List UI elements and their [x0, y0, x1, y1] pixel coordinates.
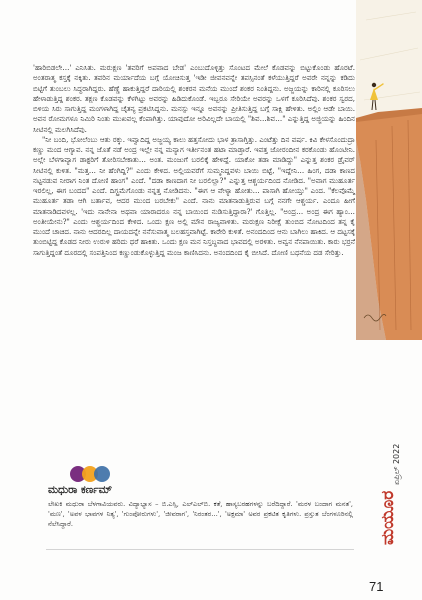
story-paragraph: 'ಹಾರಿಬಿಡಲೇ…' ಎನಿಸಿತು. ಮರುಕ್ಷಣ 'ತವರಿಗೆ ಅಪವಾದ ಬೇಡ' ಎಂಬುದೊಳ್ಳಿತ್ತು ಸೊಂಟದ ಮೇಲೆ ಕೊಡವನ್ನು ಬಿಟ್ಟುಕೊಂಡು ಹೊರಟೆ. ಅಂತರಾತ್ಮ ಕಸ್ತಕ್ಕೆ ನಕ್ಕಿತು. ತವರಿನ ಮರ್ಯಾದೆಯ ಬಗ್ಗೆ ಯೋಚಿಸುತ್ತ 'ಇಡೀ ಜೀವನವನ್ನೇ ತಪಸ್ಸಿನಂತೆ ಕಳೆಯುತ್ತಿದ್ದರೆ ಅವರೇ ನನ್ನನ್ನು ಕಡಿದು ಬಿಟ್ಟಿಗೆ ತುಂಬಲು ಸಿದ್ಧರಾಗಿದ್ದರು. ಹೆಣ್ಣೆ ಹಾಕುತ್ತಿದ್ದರೆ ದಾರಿಯಲ್ಲಿ ಶಂಕರನ ಮನೆಯ ಮುಂದೆ ಶಂಕರ ನಿಂತಿದ್ದನು. ಅಜ್ಜಯನ್ನು ಕಾರಿನಲ್ಲಿ ಕೂರಿಸಲು ಹೇಳಾಡುತ್ತಿದ್ದ ಶಂಕರ. ತಕ್ಷಣ ಕೊಡವನ್ನು ಕೆಳಗಿಟ್ಟು ಅವರನ್ನು ಹಿಡಿದುಕೊಂಡೆ. ಇಬ್ಬರೂ ಸೇರಿಯೇ ಅವರನ್ನು ಒಳಗೆ ಕೂರಿಸಿದೆವು. ಶಂಕರ ಸ್ವರದ, ಬಿಳಿಯ ಸಿರು ಸಾಗುತ್ತಿದ್ದ ಮಂಗಳಾಗಿದ್ದ ಚೈತನ್ಯ ಪ್ರಕಟಿಸಿದ್ದನು. ಮನಸ್ಸು ಇನ್ನೂ ಅವನನ್ನು ಪ್ರೀತಿಸುತ್ತಿದ್ದ ಬಗ್ಗೆ ಸಾಕ್ಷಿ ಹೇಳಿತು. ಅಲ್ಲಿಂ ಆಡೇ ಬಾಯಿ. ಅವನ ರೋಮಗಳೂ ನಿಮಿರಿ ನಿಂತು ಮುಖವಲ್ಲ ಕೆಂಪಾಗಿತ್ತು. ಯಾವುದೋ ಅರಿವಿಲ್ಲದೇ ಬಾಯಲ್ಲಿ "ಶಿವ…ಶಿವ…" ಎನ್ನುತ್ತಿದ್ದ ಅಜ್ಜಿಯನ್ನು ಹಿಂದಿನ ಸೀಟಿನಲ್ಲಿ ಮಲಗಿಸಿದೆವು.	[33, 63, 355, 134]
story-paragraph: "ನೀ ಬಂದಿ, ಭೋಲೆಂಬು ಆತು ರಕ್ಕು. ಇವ್ವಾದಿದ್ದ ಅಜ್ಜಯ್ಯ ಕಾಲು ಹತ್ತಸೋದು ಭಾಳ ತ್ರಾಸಾಗ್ತಿತ್ತು. ಎಂಟೆತ್ತು ದಿನ ವರ್ಷ. ಕಿವಿ ಕೇಳಸೊಂದುದ್ರಾ ಕಣ್ಣು ಮಂದ ಆಗ್ಯಾವ. ನನ್ನ ಜೊತೆ ನಡೆ ಅಂದ್ರ ಇಲ್ಲೇ ನನ್ನ ಮನ್ಯಾಗ ಇರ್ತೀನಂತ ಹಟಾ ಮಾಡ್ತಾರೆ. ಇವತ್ತ ಜೋರಂದೀನ ಕರಕೊಂಡು ಹೊಂಟೀನಿ. ಅಲ್ಲೇ ಬೆಳಗಾವ್ಯಾಗ ಡಾಕ್ಟರಿಗೆ ತೋರಿಸಬೇಕಾತು… ಅಂತ. ಮಂಜುಗೆ ಬರಲಿಕ್ಕೆ ಹೇಳಿದ್ದೆ. ಯಾಕೋ ತಡಾ ಮಾಡಿದ್ದು" ಎನ್ನುತ್ತ ಶಂಕರ ಡ್ರೈವರ್ ಸೀಟಿನಲ್ಲಿ ಕುಳಿತ. "ಮತ್ತ… ನೀ ಹೆಂಗಿದ್ದಿ?" ಎಂದು ಕೇಳಿದ. ಅಲ್ಲಿಯವರೆಗೆ ಸುಮ್ಮನಿದ್ದವಳು ಬಾಯಿ ಬಿಟ್ಟೆ, "ಇದ್ದೇನಿ… ಹಿಂಗ, ದಡಾ ಕಾಣದ ನಟ್ಟನಡುವ ನೀರಾಗ ನಿಂತ ದೋಣಿ ಹಾಂಗ" ಎಂದೆ. "ದಡಾ ಕಾಣದಾಗ ನೀ ಬರಲಿಲ್ಲಾ?" ಎನ್ನುತ್ತ ಆಶ್ಚರ್ಯದಿಂದ ನೋಡಿದ. "ಅವಾಗ ಮುಹೂರ್ತ ಇರಲಿಲ್ಲ, ಈಗ ಬಂದದ" ಎಂದೆ. ದಿಗ್ಭ್ರಮೆಗೊಂಡು ನನ್ನತ್ತ ನೋಡಿದನು. "ಈಗ ಆ ವೇಳ್ಯಾ ಹೋತು… ಪಾಸಾಗಿ ಹೋಯ್ತು" ಎಂದ. "ಕೆಲವೊಮ್ಮೆ ಮುಹೂರ್ತ ತಡಾ ಆಗಿ ಬರ್ತಾವ, ಆದರ ಮುಂದ ಬರಬೇಕು" ಎಂದೆ. ನಾನು ಮಾತನಾಡುತ್ತಿರುವ ಬಗ್ಗೆ ನನಗೇ ಆಶ್ಚರ್ಯ. ಎಂದೂ ಹೀಗೆ ಮಾತನಾಡಿದವಳಲ್ಲ. 'ಇದು ನಾನೇನಾ ಅಥವಾ ಯಾರಾದರೂ ನನ್ನ ಬಾಯಿಂದ ನುಡಿಸುತ್ತಿದ್ದಾರಾ?' ಗೊತ್ತಿಲ್ಲ. "ಅಂದ್ರ… ಅಂದ್ರ ಈಗ ಹ್ಯಾಂ… ಅಂತೀಯೇನು?" ಎಂದು ಆಶ್ಚರ್ಯದಿಂದ ಕೇಳಿದ. ಒಂದು ಕ್ಷಣ ಅಲ್ಲಿ ಮೌನ ರಾಜ್ಯವಾಳಿತು. ಮರುಕ್ಷಣ ನಿರೀಕ್ಷೆ ತುಂಬಿದ ನೋಟದಿಂದ ತನ್ನ ಕೈ ಮುಂದೆ ಚಾಚಿದ. ನಾನು ಆದರದಿಲ್ಲ ದಾಯದನ್ನೇ ನನೆಸುವಾತ್ಮ ಬಲಹಸ್ತವಾಗಿಟ್ಟೆ. ಕಾರೇರಿ ಕುಳಿತೆ. ಅನಂದದಿಂದ ಆನು ಬಾಗಿಲು ಹಾಕಿದ. ಆ ದಟ್ಟಸಕ್ಕೆ ತುಂಬಿಟ್ಟಿದ್ದ ಕೊಡದ ನೀರು ಉರುಳಿ ಹರಿದು ಧರೆ ಹಾಕಿತು. ಒಂದು ಕ್ಷಣ ಮನ ನಿಸ್ತಬ್ಧವಾದ ಭಾವದಲ್ಲಿ ಅರಳಿತು. ಅವ್ವನ ನೆನಪಾಯಿತು. ಕಾರು ಭರ್ರನೆ ಸಾಗುತ್ತಿದ್ದಂತೆ ದೂರದಲ್ಲಿ ಸಂಪತ್ತಿನಿಂದ ಕಣ್ಣುಂಡುಕೊಳ್ಳುತ್ತಿದ್ದ ಮಂಜ ಕಾಣಿಸಿದನು. ಅನಂದದಿಂದ ಕೈ ಬೀಸಿದೆ. ದೋಣಿ ಬಧನೆಯ ದಡ ಸೇರಿತ್ತು.	[33, 134, 355, 257]
blue-dot	[94, 466, 110, 482]
author-divider	[46, 549, 354, 550]
story-body	[33, 63, 355, 258]
author-name: ಮಧುರಾ ಕರ್ಣಮ್	[48, 484, 113, 496]
magazine-name: ಮಯೂರ	[378, 490, 398, 545]
separator-dots	[70, 466, 116, 482]
cliff-illustration	[356, 0, 422, 340]
author-bio: ಲೇಖಕಿ ಮಧುರಾ ಬೆಳಗಾವಿಯವರು. ವಿದ್ಯಾಭ್ಯಾಸ – ಬಿ.ಎಸ್ಸಿ, ಎಲ್‌ಎಲ್‌ಬಿ. ಕತೆ, ಹಾಸ್ಯಬರಹಗಳನ್ನು ಬರೆದಿದ್ದಾರೆ. 'ಮರಳ ಬಂದಾಗ ಮನತ', 'ಮಣ', 'ಅವಳ ಭಾವಗಳ ನಿತ್ಯ', 'ಗುಂಪೋರುಗಳು', 'ಜೀವರಾಗ', 'ನಿರಂತರ…', 'ಅಕ್ಷಮಾ' ಅವರ ಪ್ರಕಟಿತ ಕೃತಿಗಳು. ಪ್ರಸ್ತುತ ಬೆಂಗಳೂರಿನಲ್ಲಿ ನೆಲೆಸಿದ್ದಾರೆ.	[48, 500, 353, 529]
cliff-figure-graphic	[356, 0, 422, 340]
page-number: 71	[369, 579, 384, 594]
issue-date: ಏಪ್ರಿಲ್ 2022	[392, 443, 401, 485]
